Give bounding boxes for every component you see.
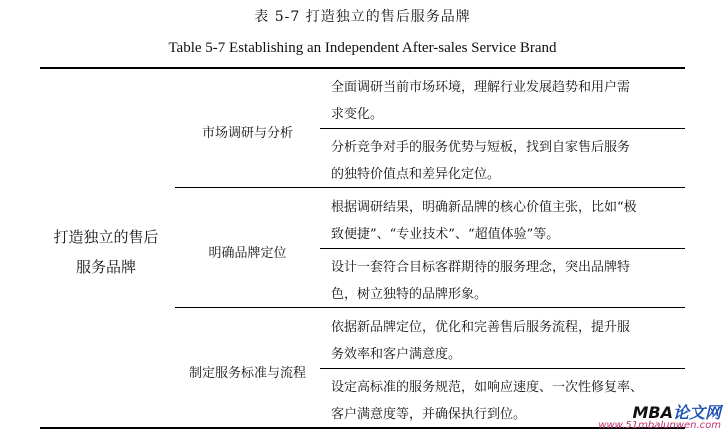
desc-line: 客户满意度等，并确保执行到位。 bbox=[331, 407, 527, 422]
sub-category-market-research: 市场调研与分析 bbox=[201, 126, 293, 141]
desc-market-research-2 bbox=[331, 134, 681, 188]
top-rule bbox=[40, 67, 685, 69]
watermark-url: www.51mbalunwen.com bbox=[598, 420, 721, 431]
desc-line: 求变化。 bbox=[331, 107, 384, 122]
watermark bbox=[598, 400, 721, 431]
main-category-line-1: 打造独立的售后 bbox=[53, 228, 159, 246]
watermark-logo-suffix: 论文网 bbox=[672, 403, 721, 422]
table-title-cn: 表 5-7 打造独立的售后服务品牌 bbox=[254, 9, 471, 25]
rule-g1-items bbox=[320, 128, 685, 129]
desc-line: 全面调研当前市场环境，理解行业发展趋势和用户需 bbox=[331, 80, 631, 95]
rule-g2-items bbox=[320, 248, 685, 249]
desc-service-standards-1 bbox=[331, 314, 681, 368]
desc-market-research-1 bbox=[331, 74, 681, 128]
desc-brand-positioning-2 bbox=[331, 254, 681, 308]
sub-category-service-standards: 制定服务标准与流程 bbox=[188, 366, 306, 381]
desc-line: 色，树立独特的品牌形象。 bbox=[331, 287, 488, 302]
desc-line: 设计一套符合目标客群期待的服务理念，突出品牌特 bbox=[331, 260, 631, 275]
table-title-en: Table 5-7 Establishing an Independent After-sales Service Brand bbox=[168, 40, 557, 56]
desc-line: 务效率和客户满意度。 bbox=[331, 347, 462, 362]
desc-line: 分析竞争对手的服务优势与短板，找到自家售后服务 bbox=[331, 140, 631, 155]
desc-brand-positioning-1 bbox=[331, 194, 681, 248]
rule-g3-items bbox=[320, 368, 685, 369]
desc-line: 的独特价值点和差异化定位。 bbox=[331, 167, 501, 182]
main-category-line-2: 服务品牌 bbox=[75, 258, 136, 276]
desc-line: 设定高标准的服务规范，如响应速度、一次性修复率、 bbox=[331, 380, 644, 395]
sub-category-brand-positioning: 明确品牌定位 bbox=[208, 246, 287, 261]
desc-line: 根据调研结果，明确新品牌的核心价值主张，比如“极 bbox=[331, 200, 637, 215]
main-category bbox=[40, 222, 172, 282]
desc-line: 依据新品牌定位，优化和完善售后服务流程，提升服 bbox=[331, 320, 631, 335]
watermark-logo-prefix: MBA bbox=[632, 403, 673, 422]
desc-line: 致便捷”、“专业技术”、“超值体验”等。 bbox=[331, 227, 560, 242]
